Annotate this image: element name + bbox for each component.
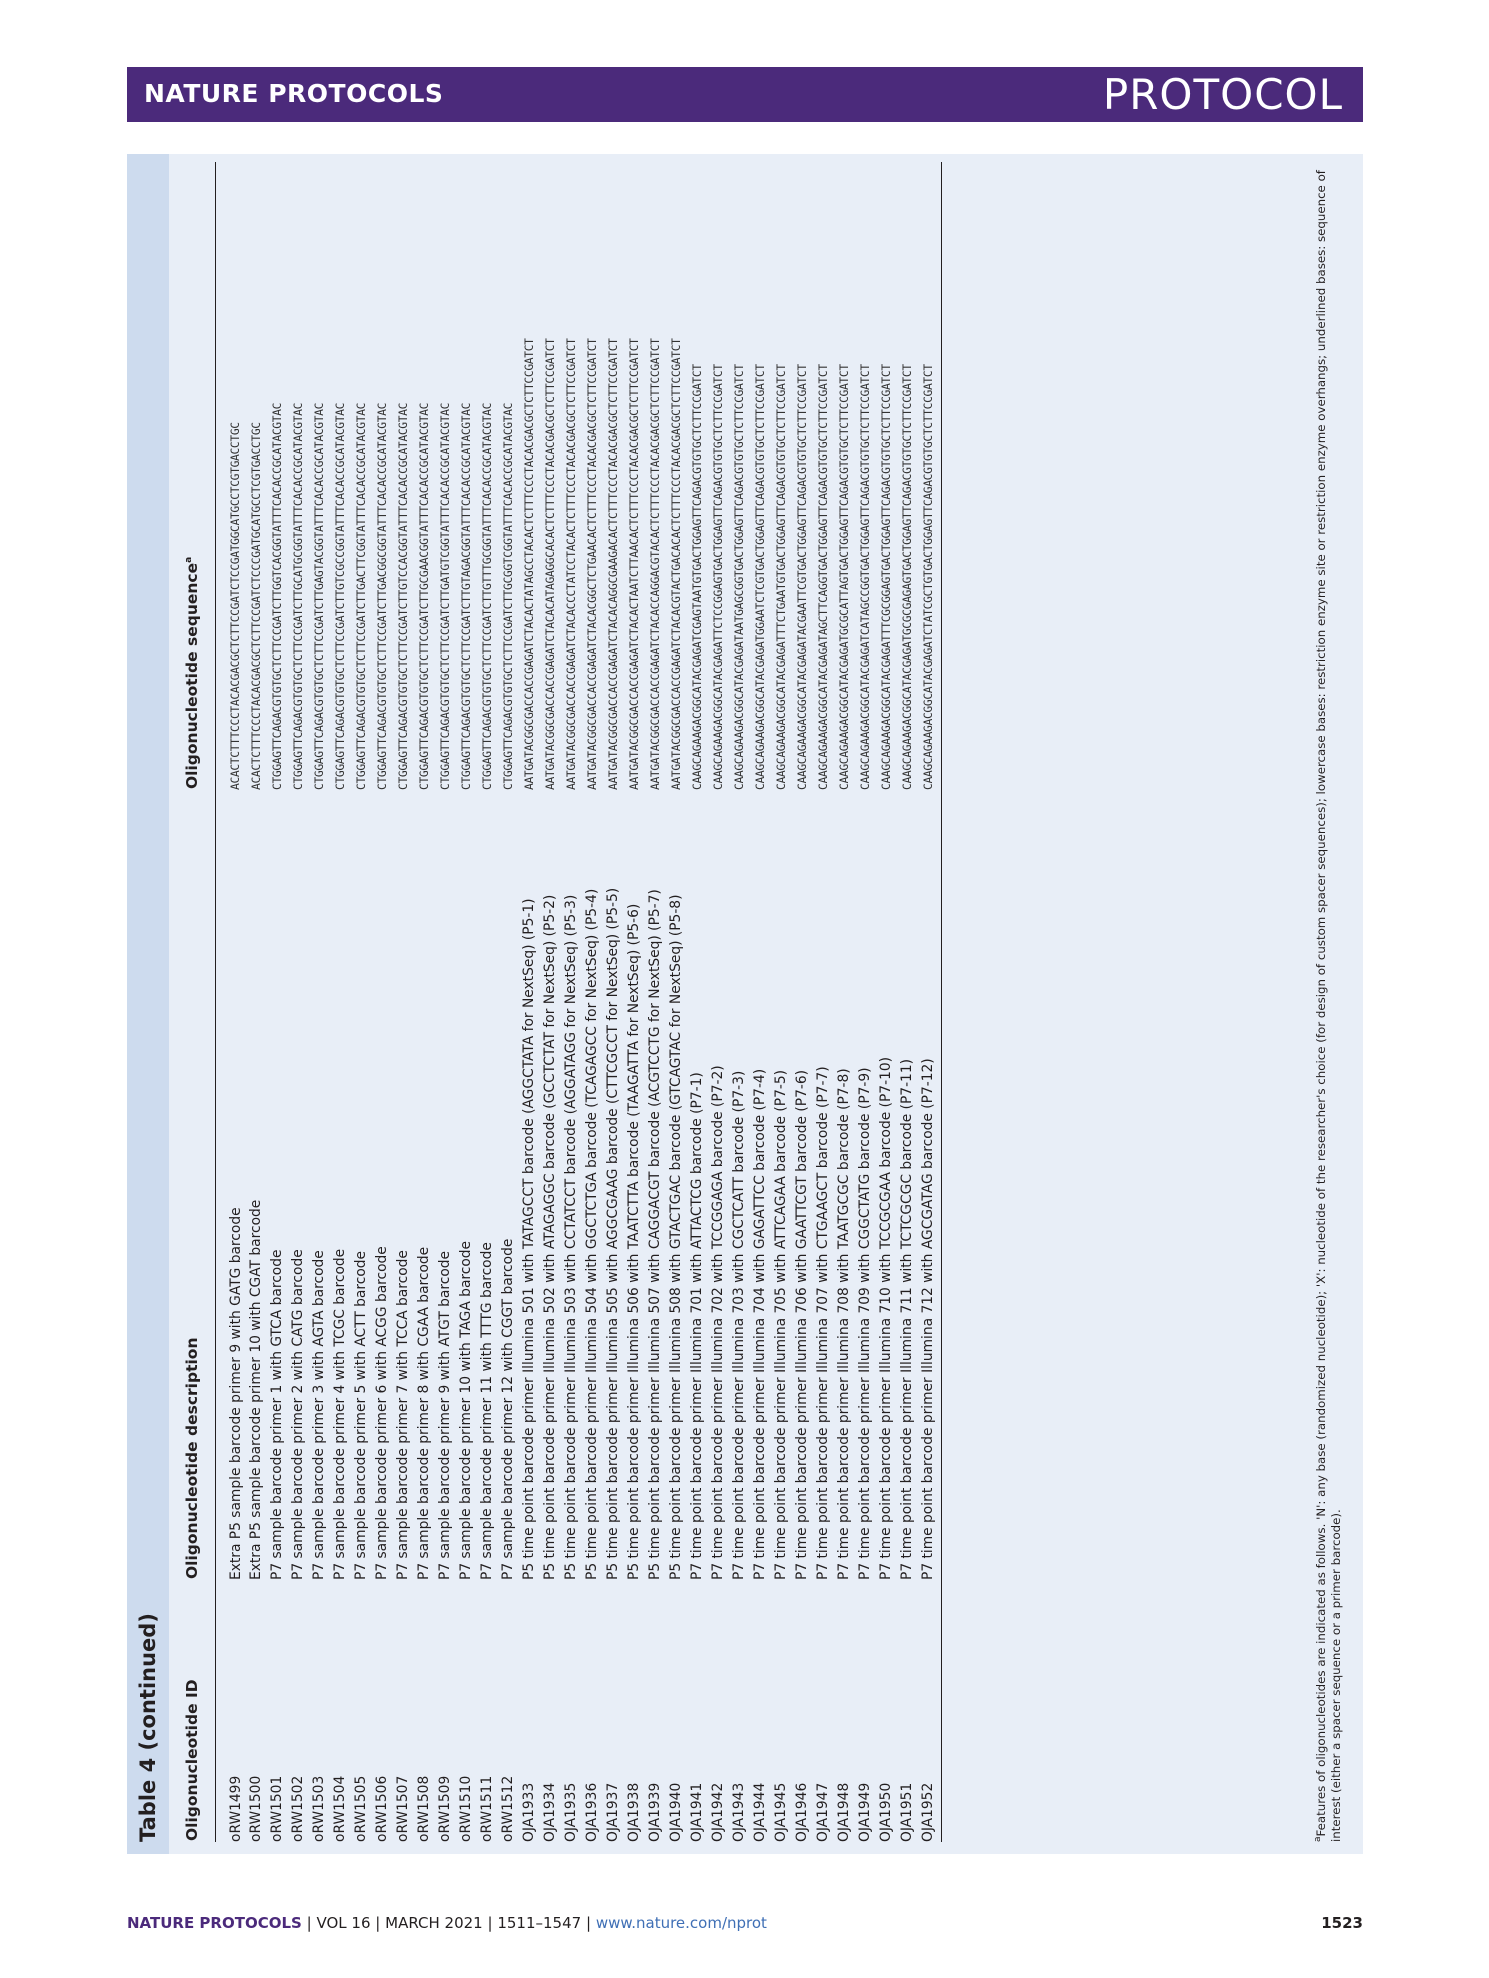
cell-sequence: CAAGCAGAAGACGGCATACGAGATCGAGTAATGTGACTGGAGTTCAGACGTGTGCTCTTCCGATCT [691, 364, 704, 790]
cell-sequence: CAAGCAGAAGACGGCATACGAGATAGCTTCAGGTGACTGGAGTTCAGACGTGTGCTCTTCCGATCT [817, 364, 830, 790]
footer-pages: 1511–1547 [497, 1914, 582, 1932]
cell-description: P7 time point barcode primer Illumina 702 with TCCGGAGA barcode (P7-2) [710, 1065, 726, 1580]
table-row [603, 162, 624, 1842]
table-row [351, 162, 372, 1842]
cell-description: P5 time point barcode primer Illumina 503 with CCTATCCT barcode (AGGATAGG for NextSeq) (P5-3) [563, 894, 579, 1580]
header-row [169, 162, 216, 1842]
cell-description: P7 sample barcode primer 9 with ATGT barcode [437, 1250, 453, 1580]
cell-id: OJA1944 [752, 1782, 768, 1842]
cell-sequence: ACACTCTTTCCCTACACGACGCTCTTCCGATCTCCGATGGCATGCCTCGTGACCTGC [229, 422, 242, 790]
cell-sequence: CAAGCAGAAGACGGCATACGAGATAATGAGCGGTGACTGGAGTTCAGACGTGTGCTCTTCCGATCT [733, 364, 746, 790]
table-row [309, 162, 330, 1842]
cell-id: OJA1933 [521, 1782, 537, 1842]
cell-sequence: CTGGAGTTCAGACGTGTGCTCTTCCGATCTTGCGGTCGGTATTTCACACCGCATACGTAC [502, 402, 515, 790]
page-footer [127, 1914, 1363, 1932]
cell-id: oRW1505 [353, 1775, 369, 1842]
cell-description: P7 time point barcode primer Illumina 707 with CTGAAGCT barcode (P7-7) [815, 1066, 831, 1580]
cell-sequence: AATGATACGGCGACCACCGAGATCTACACAGGCGAAGACACTCTTTCCCTACACGACGCTCTTCCGATCT [607, 338, 620, 790]
table-row [435, 162, 456, 1842]
cell-sequence: CAAGCAGAAGACGGCATACGAGATGCGCATTAGTGACTGGAGTTCAGACGTGTGCTCTTCCGATCT [838, 364, 851, 790]
cell-id: oRW1501 [269, 1775, 285, 1842]
table-row [792, 162, 813, 1842]
cell-sequence: AATGATACGGCGACCACCGAGATCTACACGTACTGACACACTCTTTCCCTACACGACGCTCTTCCGATCT [670, 338, 683, 790]
page-number: 1523 [1321, 1914, 1363, 1932]
cell-description: P7 time point barcode primer Illumina 704 with GAGATTCC barcode (P7-4) [752, 1068, 768, 1580]
table-row [561, 162, 582, 1842]
cell-id: OJA1948 [836, 1782, 852, 1842]
cell-description: P5 time point barcode primer Illumina 501 with TATAGCCT barcode (AGGCTATA for NextSeq) (P5-1) [521, 898, 537, 1580]
col-id-header: Oligonucleotide ID [169, 1580, 216, 1842]
cell-description: P7 time point barcode primer Illumina 708 with TAATGCGC barcode (P7-8) [836, 1068, 852, 1580]
cell-id: OJA1936 [584, 1782, 600, 1842]
cell-id: oRW1499 [228, 1775, 244, 1842]
cell-sequence: CAAGCAGAAGACGGCATACGAGATTTCTGAATGTGACTGGAGTTCAGACGTGTGCTCTTCCGATCT [775, 364, 788, 790]
table-row [624, 162, 645, 1842]
cell-description: Extra P5 sample barcode primer 9 with GATG barcode [228, 1207, 244, 1580]
cell-id: oRW1504 [332, 1775, 348, 1842]
table-row [813, 162, 834, 1842]
footnote-text: Features of oligonucleotides are indicated as follows. 'N': any base (randomized nucleotide); 'X': nucleotide of the researcher's choice (for design of custom spacer sequences); lowercase bases: restriction enzyme site or restriction enzyme overhangs; underlined bases: sequence of interest (either a spacer sequence or a primer barcode). [1313, 170, 1343, 1842]
table-row [288, 162, 309, 1842]
cell-id: oRW1509 [437, 1775, 453, 1842]
table-row [666, 162, 687, 1842]
col-sequence-label: Oligonucleotide sequence [183, 562, 201, 789]
cell-id: OJA1949 [857, 1782, 873, 1842]
cell-sequence: CAAGCAGAAGACGGCATACGAGATGCGCGAGAGTGACTGGAGTTCAGACGTGTGCTCTTCCGATCT [901, 364, 914, 790]
table-row [834, 162, 855, 1842]
rotated-table [127, 154, 1363, 1854]
cell-description: P7 sample barcode primer 6 with ACGG barcode [374, 1246, 390, 1580]
cell-sequence: AATGATACGGCGACCACCGAGATCTACACCAGGACGTACACTCTTTCCCTACACGACGCTCTTCCGATCT [649, 338, 662, 790]
table-row [477, 162, 498, 1842]
cell-sequence: CAAGCAGAAGACGGCATACGAGATCATAGCCGGTGACTGGAGTTCAGACGTGTGCTCTTCCGATCT [859, 364, 872, 790]
cell-sequence: AATGATACGGCGACCACCGAGATCTACACGGCTCTGAACACTCTTTCCCTACACGACGCTCTTCCGATCT [586, 338, 599, 790]
footnote-ref: a [183, 556, 194, 563]
cell-sequence: CTGGAGTTCAGACGTGTGCTCTTCCGATCTTGTCGCCGGTATTTCACACCGCATACGTAC [334, 402, 347, 790]
cell-id: OJA1943 [731, 1782, 747, 1842]
cell-id: OJA1945 [773, 1782, 789, 1842]
table-row [918, 162, 942, 1842]
cell-sequence: CTGGAGTTCAGACGTGTGCTCTTCCGATCTTGATGTCGGTATTTCACACCGCATACGTAC [439, 402, 452, 790]
table-row [687, 162, 708, 1842]
cell-description: P7 sample barcode primer 1 with GTCA barcode [269, 1249, 285, 1580]
cell-description: P7 time point barcode primer Illumina 706 with GAATTCGT barcode (P7-6) [794, 1069, 810, 1580]
cell-description: P7 time point barcode primer Illumina 709 with CGGCTATG barcode (P7-9) [857, 1067, 873, 1580]
cell-description: P5 time point barcode primer Illumina 504 with GGCTCTGA barcode (TCAGAGCC for NextSeq) (P5-4) [584, 888, 600, 1580]
footer-date: MARCH 2021 [385, 1914, 483, 1932]
cell-description: P7 time point barcode primer Illumina 712 with AGCGATAG barcode (P7-12) [918, 790, 942, 1580]
cell-sequence: CTGGAGTTCAGACGTGTGCTCTTCCGATCTTGGTCACGGTATTTCACACCGCATACGTAC [271, 402, 284, 790]
cell-sequence: CTGGAGTTCAGACGTGTGCTCTTCCGATCTTGTTTGCGGTATTTCACACCGCATACGTAC [481, 402, 494, 790]
cell-description: P7 sample barcode primer 4 with TCGC barcode [332, 1248, 348, 1580]
cell-id: OJA1939 [647, 1782, 663, 1842]
table-row [897, 162, 918, 1842]
table-row [267, 162, 288, 1842]
footer-url-link[interactable]: www.nature.com/nprot [595, 1914, 767, 1932]
table-row [216, 162, 247, 1842]
footer-sep: | [306, 1914, 312, 1932]
table-row [414, 162, 435, 1842]
cell-sequence: CAAGCAGAAGACGGCATACGAGATACGAATTCGTGACTGGAGTTCAGACGTGTGCTCTTCCGATCT [796, 364, 809, 790]
cell-id: OJA1938 [626, 1782, 642, 1842]
table-row [855, 162, 876, 1842]
table-panel [127, 154, 1363, 1854]
table-row [771, 162, 792, 1842]
footer-sep: | [487, 1914, 493, 1932]
cell-id: OJA1940 [668, 1782, 684, 1842]
cell-sequence: AATGATACGGCGACCACCGAGATCTACACATAGAGGCACACTCTTTCCCTACACGACGCTCTTCCGATCT [544, 338, 557, 790]
cell-description: P7 sample barcode primer 3 with AGTA barcode [311, 1250, 327, 1580]
cell-description: P5 time point barcode primer Illumina 507 with CAGGACGT barcode (ACGTCCTG for NextSeq) (P5-7) [647, 889, 663, 1580]
cell-description: P7 sample barcode primer 7 with TCCA barcode [395, 1250, 411, 1580]
cell-description: P7 sample barcode primer 11 with TTTG barcode [479, 1242, 495, 1580]
cell-sequence: CAAGCAGAAGACGGCATACGAGATTTCGCGGAGTGACTGGAGTTCAGACGTGTGCTCTTCCGATCT [880, 364, 893, 790]
table-row [708, 162, 729, 1842]
cell-description: P7 sample barcode primer 12 with CGGT barcode [500, 1238, 516, 1580]
cell-id: OJA1950 [878, 1782, 894, 1842]
cell-sequence: AATGATACGGCGACCACCGAGATCTACACCCTATCCTACACTCTTTCCCTACACGACGCTCTTCCGATCT [565, 338, 578, 790]
cell-description: P7 time point barcode primer Illumina 705 with ATTCAGAA barcode (P7-5) [773, 1069, 789, 1580]
cell-id: OJA1937 [605, 1782, 621, 1842]
cell-sequence: AATGATACGGCGACCACCGAGATCTACACTATAGCCTACACTCTTTCCCTACACGACGCTCTTCCGATCT [523, 338, 536, 790]
cell-description: P7 sample barcode primer 2 with CATG barcode [290, 1249, 306, 1580]
table-row [498, 162, 519, 1842]
journal-banner [127, 67, 1363, 122]
table-row [582, 162, 603, 1842]
table-row [330, 162, 351, 1842]
table-row [246, 162, 267, 1842]
cell-id: OJA1935 [563, 1782, 579, 1842]
cell-sequence: CTGGAGTTCAGACGTGTGCTCTTCCGATCTTGAGTACGGTATTTCACACCGCATACGTAC [313, 402, 326, 790]
cell-id: OJA1934 [542, 1782, 558, 1842]
cell-id: OJA1946 [794, 1782, 810, 1842]
cell-id: oRW1508 [416, 1775, 432, 1842]
cell-sequence: ACACTCTTTCCCTACACGACGCTCTTCCGATCTCCCGATGCATGCCTCGTGACCTGC [250, 422, 263, 790]
cell-sequence: CTGGAGTTCAGACGTGTGCTCTTCCGATCTTGACTTCGGTATTTCACACCGCATACGTAC [355, 402, 368, 790]
cell-id: oRW1500 [248, 1775, 264, 1842]
cell-description: P7 time point barcode primer Illumina 701 with ATTACTCG barcode (P7-1) [689, 1072, 705, 1580]
footer-sep: | [375, 1914, 381, 1932]
cell-id: OJA1941 [689, 1782, 705, 1842]
footer-journal: NATURE PROTOCOLS [127, 1914, 302, 1932]
cell-description: P7 time point barcode primer Illumina 703 with CGCTCATT barcode (P7-3) [731, 1070, 747, 1580]
journal-name: NATURE PROTOCOLS [144, 79, 444, 108]
table-row [372, 162, 393, 1842]
cell-description: P7 sample barcode primer 8 with CGAA barcode [416, 1246, 432, 1580]
table-footnote [1311, 162, 1344, 1842]
cell-description: Extra P5 sample barcode primer 10 with CGAT barcode [248, 1199, 264, 1580]
col-sequence-header [169, 162, 216, 790]
cell-description: P5 time point barcode primer Illumina 502 with ATAGAGGC barcode (GCCTCTAT for NextSeq) (P5-2) [542, 894, 558, 1580]
cell-description: P7 sample barcode primer 5 with ACTT barcode [353, 1250, 369, 1580]
cell-id: oRW1510 [458, 1775, 474, 1842]
cell-sequence: CAAGCAGAAGACGGCATACGAGATGGAATCTCGTGACTGGAGTTCAGACGTGTGCTCTTCCGATCT [754, 364, 767, 790]
cell-id: oRW1507 [395, 1775, 411, 1842]
col-description-header: Oligonucleotide description [169, 790, 216, 1580]
footnote-marker: a [1313, 1836, 1323, 1842]
cell-sequence: CTGGAGTTCAGACGTGTGCTCTTCCGATCTTGACGGCGGTATTTCACACCGCATACGTAC [376, 402, 389, 790]
cell-sequence: CTGGAGTTCAGACGTGTGCTCTTCCGATCTTGTAGACGGTATTTCACACCGCATACGTAC [460, 402, 473, 790]
cell-id: oRW1503 [311, 1775, 327, 1842]
footer-volume: VOL 16 [316, 1914, 371, 1932]
cell-id: OJA1947 [815, 1782, 831, 1842]
table-row [519, 162, 540, 1842]
cell-description: P7 time point barcode primer Illumina 710 with TCCGCGAA barcode (P7-10) [878, 1056, 894, 1580]
cell-id: OJA1952 [918, 1580, 942, 1842]
cell-description: P7 sample barcode primer 10 with TAGA barcode [458, 1240, 474, 1580]
cell-sequence: AATGATACGGCGACCACCGAGATCTACACTAATCTTAACACTCTTTCCCTACACGACGCTCTTCCGATCT [628, 338, 641, 790]
table-row [393, 162, 414, 1842]
footer-sep: | [585, 1914, 592, 1932]
cell-description: P5 time point barcode primer Illumina 505 with AGGCGAAG barcode (CTTCGCCT for NextSeq) (P5-5) [605, 887, 621, 1580]
table-row [876, 162, 897, 1842]
cell-id: OJA1951 [899, 1782, 915, 1842]
cell-description: P5 time point barcode primer Illumina 506 with TAATCTTA barcode (TAAGATTA for NextSeq) (P5-6) [626, 903, 642, 1580]
cell-sequence: CTGGAGTTCAGACGTGTGCTCTTCCGATCTTGCGAACGGTATTTCACACCGCATACGTAC [418, 402, 431, 790]
cell-id: oRW1506 [374, 1775, 390, 1842]
cell-description: P7 time point barcode primer Illumina 711 with TCTCGCGC barcode (P7-11) [899, 1059, 915, 1580]
table-row [540, 162, 561, 1842]
cell-sequence: CTGGAGTTCAGACGTGTGCTCTTCCGATCTTGTCCACGGTATTTCACACCGCATACGTAC [397, 402, 410, 790]
cell-id: oRW1512 [500, 1775, 516, 1842]
cell-sequence: CAAGCAGAAGACGGCATACGAGATCTATCGCTGTGACTGGAGTTCAGACGTGTGCTCTTCCGATCT [918, 162, 942, 790]
article-type: PROTOCOL [1102, 70, 1343, 119]
table-row [750, 162, 771, 1842]
cell-sequence: CAAGCAGAAGACGGCATACGAGATTCTCCGGAGTGACTGGAGTTCAGACGTGTGCTCTTCCGATCT [712, 364, 725, 790]
cell-id: oRW1502 [290, 1775, 306, 1842]
oligo-table [169, 162, 942, 1842]
cell-id: OJA1942 [710, 1782, 726, 1842]
table-row [645, 162, 666, 1842]
table-caption: Table 4 (continued) [127, 154, 169, 1854]
table-row [729, 162, 750, 1842]
cell-description: P5 time point barcode primer Illumina 508 with GTACTGAC barcode (GTCAGTAC for NextSeq) (P5-8) [668, 894, 684, 1580]
cell-id: oRW1511 [479, 1775, 495, 1842]
table-row [456, 162, 477, 1842]
cell-sequence: CTGGAGTTCAGACGTGTGCTCTTCCGATCTTGCATGCGGTATTTCACACCGCATACGTAC [292, 402, 305, 790]
